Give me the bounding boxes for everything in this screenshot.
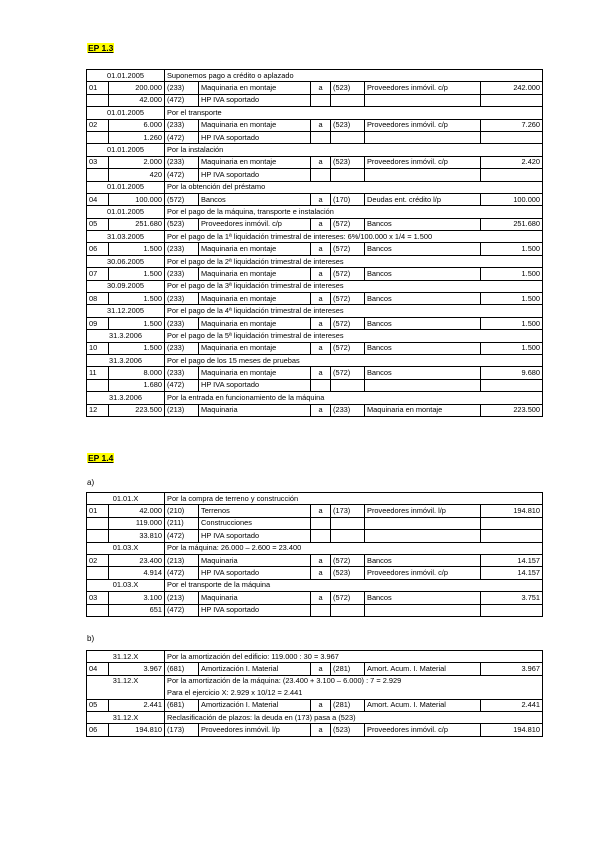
cell-date: 01.03.X xyxy=(87,579,165,591)
journal-header-row xyxy=(87,675,543,687)
ep14b-journal-table xyxy=(86,650,543,737)
cell-desc: Por la máquina: 26.000 – 2.600 = 23.400 xyxy=(165,542,543,554)
cell-cc: (572) xyxy=(331,592,365,604)
cell-n: 07 xyxy=(87,268,109,280)
cell-camt: 7.260 xyxy=(481,119,543,131)
cell-amt: 1.500 xyxy=(109,293,165,305)
cell-a: a xyxy=(311,293,331,305)
cell-amt: 420 xyxy=(109,169,165,181)
cell-a: a xyxy=(311,342,331,354)
journal-header-row xyxy=(87,144,543,156)
cell-cn xyxy=(365,169,481,181)
cell-cn: Proveedores inmóvil. c/p xyxy=(365,156,481,168)
journal-entry-row xyxy=(87,317,543,329)
cell-cn: Proveedores inmóvil. c/p xyxy=(365,119,481,131)
cell-dc: (472) xyxy=(165,379,199,391)
cell-dn: HP IVA soportado xyxy=(199,169,311,181)
cell-amt: 1.680 xyxy=(109,379,165,391)
cell-camt: 14.157 xyxy=(481,567,543,579)
cell-date: 01.01.2005 xyxy=(87,144,165,156)
cell-dc: (233) xyxy=(165,156,199,168)
cell-cc: (572) xyxy=(331,293,365,305)
cell-dc: (572) xyxy=(165,193,199,205)
cell-dn: Amortización I. Material xyxy=(199,663,311,675)
cell-desc: Por la amortización del edificio: 119.000 : 30 = 3.967 xyxy=(165,651,543,663)
cell-cc xyxy=(331,379,365,391)
cell-amt: 119.000 xyxy=(109,517,165,529)
cell-cn: Deudas ent. crédito l/p xyxy=(365,193,481,205)
cell-date: 01.01.X xyxy=(87,493,165,505)
cell-dn: HP IVA soportado xyxy=(199,379,311,391)
cell-dn: HP IVA soportado xyxy=(199,131,311,143)
cell-camt: 100.000 xyxy=(481,193,543,205)
cell-camt xyxy=(481,131,543,143)
cell-a: a xyxy=(311,268,331,280)
cell-cn xyxy=(365,131,481,143)
cell-camt: 1.500 xyxy=(481,342,543,354)
cell-a: a xyxy=(311,156,331,168)
cell-dc: (233) xyxy=(165,119,199,131)
cell-a: a xyxy=(311,404,331,416)
cell-dn: Maquinaria xyxy=(199,592,311,604)
cell-cc: (572) xyxy=(331,367,365,379)
cell-dn: Maquinaria en montaje xyxy=(199,119,311,131)
cell-cc: (572) xyxy=(331,342,365,354)
journal-entry-row xyxy=(87,567,543,579)
cell-desc: Por el transporte xyxy=(165,107,543,119)
journal-entry-row xyxy=(87,379,543,391)
cell-cc: (523) xyxy=(331,567,365,579)
ep13-journal-table xyxy=(86,69,543,417)
cell-desc: Por el pago de la máquina, transporte e instalación xyxy=(165,206,543,218)
cell-dc: (233) xyxy=(165,317,199,329)
cell-n: 02 xyxy=(87,119,109,131)
cell-dn: HP IVA soportado xyxy=(199,567,311,579)
cell-a xyxy=(311,604,331,616)
journal-entry-row xyxy=(87,663,543,675)
cell-date: 01.03.X xyxy=(87,542,165,554)
cell-dc: (210) xyxy=(165,505,199,517)
cell-dc: (681) xyxy=(165,663,199,675)
journal-entry-row xyxy=(87,293,543,305)
cell-cn: Amort. Acum. I. Material xyxy=(365,663,481,675)
cell-n: 05 xyxy=(87,218,109,230)
cell-dc: (173) xyxy=(165,724,199,736)
cell-date: 31.12.2005 xyxy=(87,305,165,317)
cell-cc xyxy=(331,517,365,529)
cell-dc: (233) xyxy=(165,342,199,354)
cell-amt: 6.000 xyxy=(109,119,165,131)
cell-cn xyxy=(365,604,481,616)
cell-date: 01.01.2005 xyxy=(87,181,165,193)
cell-dc: (681) xyxy=(165,699,199,711)
cell-desc: Por el pago de la 4ª liquidación trimestral de intereses xyxy=(165,305,543,317)
cell-camt: 3.751 xyxy=(481,592,543,604)
cell-a xyxy=(311,169,331,181)
cell-dc: (211) xyxy=(165,517,199,529)
cell-amt: 223.500 xyxy=(109,404,165,416)
cell-desc: Por la compra de terreno y construcción xyxy=(165,493,543,505)
cell-camt: 1.500 xyxy=(481,317,543,329)
cell-dc: (213) xyxy=(165,554,199,566)
cell-dn: Bancos xyxy=(199,193,311,205)
cell-amt: 1.500 xyxy=(109,243,165,255)
cell-cc: (281) xyxy=(331,663,365,675)
journal-header-row xyxy=(87,280,543,292)
ep14-part-a-label: a) xyxy=(87,478,95,487)
cell-amt: 2.441 xyxy=(109,699,165,711)
cell-cc: (523) xyxy=(331,82,365,94)
cell-a: a xyxy=(311,663,331,675)
cell-amt: 200.000 xyxy=(109,82,165,94)
cell-dn: Maquinaria en montaje xyxy=(199,268,311,280)
cell-dn: HP IVA soportado xyxy=(199,530,311,542)
journal-entry-row xyxy=(87,367,543,379)
cell-cn: Bancos xyxy=(365,367,481,379)
cell-dn: HP IVA soportado xyxy=(199,94,311,106)
cell-n xyxy=(87,169,109,181)
cell-a: a xyxy=(311,119,331,131)
cell-n: 11 xyxy=(87,367,109,379)
journal-header-row xyxy=(87,493,543,505)
cell-dn: Maquinaria en montaje xyxy=(199,367,311,379)
cell-desc: Por el pago de la 1ª liquidación trimestral de intereses: 6%/100.000 x 1/4 = 1.500 xyxy=(165,231,543,243)
journal-entry-row xyxy=(87,268,543,280)
cell-n: 06 xyxy=(87,724,109,736)
cell-dc: (213) xyxy=(165,592,199,604)
cell-date: 31.12.X xyxy=(87,651,165,663)
cell-camt xyxy=(481,379,543,391)
cell-cn: Proveedores inmóvil. c/p xyxy=(365,82,481,94)
cell-dn: Amortización I. Material xyxy=(199,699,311,711)
cell-n: 03 xyxy=(87,156,109,168)
cell-n: 05 xyxy=(87,699,109,711)
cell-amt: 194.810 xyxy=(109,724,165,736)
cell-camt: 2.441 xyxy=(481,699,543,711)
cell-dc: (233) xyxy=(165,268,199,280)
cell-cc: (523) xyxy=(331,724,365,736)
cell-camt: 242.000 xyxy=(481,82,543,94)
cell-camt: 1.500 xyxy=(481,243,543,255)
journal-entry-row xyxy=(87,517,543,529)
journal-entry-row xyxy=(87,530,543,542)
cell-n: 04 xyxy=(87,663,109,675)
cell-n: 12 xyxy=(87,404,109,416)
cell-n xyxy=(87,379,109,391)
cell-a xyxy=(311,379,331,391)
journal-entry-row xyxy=(87,554,543,566)
cell-date: 01.01.2005 xyxy=(87,206,165,218)
journal-header-row xyxy=(87,255,543,267)
cell-a: a xyxy=(311,82,331,94)
cell-cc: (173) xyxy=(331,505,365,517)
cell-amt: 100.000 xyxy=(109,193,165,205)
cell-a: a xyxy=(311,592,331,604)
cell-camt xyxy=(481,517,543,529)
ep14-heading: EP 1.4 xyxy=(88,453,114,463)
cell-n: 01 xyxy=(87,82,109,94)
cell-camt: 1.500 xyxy=(481,268,543,280)
ep13-heading: EP 1.3 xyxy=(88,43,114,53)
cell-desc: Suponemos pago a crédito o aplazado xyxy=(165,70,543,82)
cell-dn: Proveedores inmóvil. c/p xyxy=(199,218,311,230)
cell-cn: Bancos xyxy=(365,293,481,305)
cell-dc: (472) xyxy=(165,604,199,616)
journal-header-row xyxy=(87,181,543,193)
cell-date: 01.01.2005 xyxy=(87,107,165,119)
cell-n: 08 xyxy=(87,293,109,305)
journal-header-row xyxy=(87,107,543,119)
journal-entry-row xyxy=(87,342,543,354)
cell-dc: (233) xyxy=(165,367,199,379)
cell-amt: 1.500 xyxy=(109,268,165,280)
cell-camt xyxy=(481,604,543,616)
cell-camt xyxy=(481,530,543,542)
cell-dn: Terrenos xyxy=(199,505,311,517)
cell-amt: 23.400 xyxy=(109,554,165,566)
cell-camt: 251.680 xyxy=(481,218,543,230)
cell-amt: 33.810 xyxy=(109,530,165,542)
cell-dn: Maquinaria xyxy=(199,404,311,416)
ep14-part-b-label: b) xyxy=(87,634,95,643)
cell-date: 31.3.2006 xyxy=(87,330,165,342)
cell-amt: 1.260 xyxy=(109,131,165,143)
cell-amt: 2.000 xyxy=(109,156,165,168)
cell-desc: Por el transporte de la máquina xyxy=(165,579,543,591)
cell-dn: Maquinaria en montaje xyxy=(199,82,311,94)
cell-a: a xyxy=(311,554,331,566)
cell-cc: (523) xyxy=(331,156,365,168)
journal-entry-row xyxy=(87,156,543,168)
journal-entry-row xyxy=(87,243,543,255)
journal-header-row xyxy=(87,70,543,82)
cell-desc: Por la obtención del préstamo xyxy=(165,181,543,193)
cell-date: 31.3.2006 xyxy=(87,392,165,404)
cell-amt: 8.000 xyxy=(109,367,165,379)
cell-a: a xyxy=(311,367,331,379)
cell-date: 30.09.2005 xyxy=(87,280,165,292)
cell-a: a xyxy=(311,317,331,329)
cell-date: 31.12.X xyxy=(87,711,165,723)
cell-dn: Proveedores inmóvil. l/p xyxy=(199,724,311,736)
cell-n xyxy=(87,94,109,106)
cell-camt: 2.420 xyxy=(481,156,543,168)
cell-cn: Proveedores inmóvil. l/p xyxy=(365,505,481,517)
cell-desc2: Para el ejercicio X: 2.929 x 10/12 = 2.441 xyxy=(165,687,543,699)
journal-header-row xyxy=(87,354,543,366)
cell-n: 09 xyxy=(87,317,109,329)
cell-amt: 651 xyxy=(109,604,165,616)
cell-desc: Por el pago de la 3ª liquidación trimestral de intereses xyxy=(165,280,543,292)
cell-dc: (213) xyxy=(165,404,199,416)
cell-cn xyxy=(365,94,481,106)
journal-entry-row xyxy=(87,404,543,416)
journal-header-row xyxy=(87,305,543,317)
cell-cc xyxy=(331,604,365,616)
cell-cn: Bancos xyxy=(365,218,481,230)
journal-header-row xyxy=(87,579,543,591)
journal-header-row xyxy=(87,542,543,554)
cell-amt: 42.000 xyxy=(109,94,165,106)
cell-n: 02 xyxy=(87,554,109,566)
cell-a xyxy=(311,517,331,529)
cell-cn: Bancos xyxy=(365,243,481,255)
cell-camt: 223.500 xyxy=(481,404,543,416)
cell-cn: Proveedores inmóvil. c/p xyxy=(365,724,481,736)
cell-date: 31.12.X xyxy=(87,675,165,699)
cell-cn: Bancos xyxy=(365,268,481,280)
cell-dn: Maquinaria en montaje xyxy=(199,293,311,305)
cell-cn xyxy=(365,517,481,529)
cell-camt: 1.500 xyxy=(481,293,543,305)
journal-entry-row xyxy=(87,505,543,517)
cell-n: 10 xyxy=(87,342,109,354)
cell-camt: 3.967 xyxy=(481,663,543,675)
cell-dc: (472) xyxy=(165,169,199,181)
journal-entry-row xyxy=(87,604,543,616)
cell-desc: Por la entrada en funcionamiento de la máquina xyxy=(165,392,543,404)
cell-cc: (281) xyxy=(331,699,365,711)
cell-cn xyxy=(365,530,481,542)
cell-cc: (572) xyxy=(331,268,365,280)
cell-a: a xyxy=(311,193,331,205)
journal-entry-row xyxy=(87,218,543,230)
journal-header-row xyxy=(87,392,543,404)
cell-amt: 42.000 xyxy=(109,505,165,517)
journal-entry-row xyxy=(87,131,543,143)
cell-date: 30.06.2005 xyxy=(87,255,165,267)
cell-cn: Amort. Acum. I. Material xyxy=(365,699,481,711)
cell-cn: Bancos xyxy=(365,554,481,566)
cell-dc: (472) xyxy=(165,530,199,542)
cell-dc: (472) xyxy=(165,131,199,143)
cell-desc: Por la amortización de la máquina: (23.400 + 3.100 – 6.000) : 7 = 2.929 xyxy=(165,675,543,687)
cell-cn: Proveedores inmóvil. c/p xyxy=(365,567,481,579)
cell-dn: Construcciones xyxy=(199,517,311,529)
cell-cc xyxy=(331,530,365,542)
cell-cc: (523) xyxy=(331,119,365,131)
cell-n xyxy=(87,131,109,143)
cell-cn: Bancos xyxy=(365,592,481,604)
cell-n: 06 xyxy=(87,243,109,255)
cell-cn: Maquinaria en montaje xyxy=(365,404,481,416)
cell-cc: (170) xyxy=(331,193,365,205)
cell-cc: (233) xyxy=(331,404,365,416)
cell-desc: Por el pago de la 5ª liquidación trimestral de intereses xyxy=(165,330,543,342)
cell-cc xyxy=(331,94,365,106)
cell-n xyxy=(87,604,109,616)
cell-n: 04 xyxy=(87,193,109,205)
cell-amt: 3.100 xyxy=(109,592,165,604)
cell-camt: 194.810 xyxy=(481,724,543,736)
cell-cc: (572) xyxy=(331,554,365,566)
cell-desc: Reclasificación de plazos: la deuda en (173) pasa a (523) xyxy=(165,711,543,723)
journal-header-row xyxy=(87,711,543,723)
journal-entry-row xyxy=(87,119,543,131)
journal-header-row xyxy=(87,206,543,218)
journal-header-row xyxy=(87,231,543,243)
cell-dn: Maquinaria xyxy=(199,554,311,566)
cell-camt: 9.680 xyxy=(481,367,543,379)
cell-n xyxy=(87,567,109,579)
cell-cn: Bancos xyxy=(365,342,481,354)
cell-a: a xyxy=(311,724,331,736)
cell-a xyxy=(311,131,331,143)
cell-a: a xyxy=(311,567,331,579)
cell-desc: Por la instalación xyxy=(165,144,543,156)
journal-header-row xyxy=(87,330,543,342)
cell-camt: 14.157 xyxy=(481,554,543,566)
cell-dn: Maquinaria en montaje xyxy=(199,342,311,354)
journal-entry-row xyxy=(87,169,543,181)
cell-dn: HP IVA soportado xyxy=(199,604,311,616)
cell-amt: 4.914 xyxy=(109,567,165,579)
cell-dc: (233) xyxy=(165,82,199,94)
journal-entry-row xyxy=(87,592,543,604)
cell-dc: (472) xyxy=(165,567,199,579)
journal-entry-row xyxy=(87,699,543,711)
journal-entry-row xyxy=(87,724,543,736)
cell-camt xyxy=(481,169,543,181)
cell-n: 03 xyxy=(87,592,109,604)
cell-desc: Por el pago de la 2ª liquidación trimestral de intereses xyxy=(165,255,543,267)
cell-cn: Bancos xyxy=(365,317,481,329)
cell-a: a xyxy=(311,218,331,230)
journal-entry-row xyxy=(87,193,543,205)
cell-cn xyxy=(365,379,481,391)
cell-a: a xyxy=(311,699,331,711)
journal-entry-row xyxy=(87,82,543,94)
cell-cc xyxy=(331,131,365,143)
cell-a xyxy=(311,530,331,542)
cell-a: a xyxy=(311,243,331,255)
cell-cc: (572) xyxy=(331,317,365,329)
cell-n xyxy=(87,530,109,542)
cell-n xyxy=(87,517,109,529)
cell-amt: 1.500 xyxy=(109,342,165,354)
cell-amt: 1.500 xyxy=(109,317,165,329)
cell-dc: (233) xyxy=(165,243,199,255)
cell-dn: Maquinaria en montaje xyxy=(199,243,311,255)
ep14a-journal-table xyxy=(86,492,543,617)
cell-cc xyxy=(331,169,365,181)
cell-dn: Maquinaria en montaje xyxy=(199,156,311,168)
cell-desc: Por el pago de los 15 meses de pruebas xyxy=(165,354,543,366)
journal-header-row xyxy=(87,651,543,663)
cell-cc: (572) xyxy=(331,218,365,230)
cell-camt xyxy=(481,94,543,106)
cell-dn: Maquinaria en montaje xyxy=(199,317,311,329)
cell-date: 01.01.2005 xyxy=(87,70,165,82)
cell-amt: 3.967 xyxy=(109,663,165,675)
journal-entry-row xyxy=(87,94,543,106)
cell-a xyxy=(311,94,331,106)
cell-camt: 194.810 xyxy=(481,505,543,517)
cell-date: 31.3.2006 xyxy=(87,354,165,366)
cell-a: a xyxy=(311,505,331,517)
cell-amt: 251.680 xyxy=(109,218,165,230)
cell-dc: (233) xyxy=(165,293,199,305)
cell-n: 01 xyxy=(87,505,109,517)
cell-dc: (523) xyxy=(165,218,199,230)
cell-date: 31.03.2005 xyxy=(87,231,165,243)
cell-cc: (572) xyxy=(331,243,365,255)
cell-dc: (472) xyxy=(165,94,199,106)
